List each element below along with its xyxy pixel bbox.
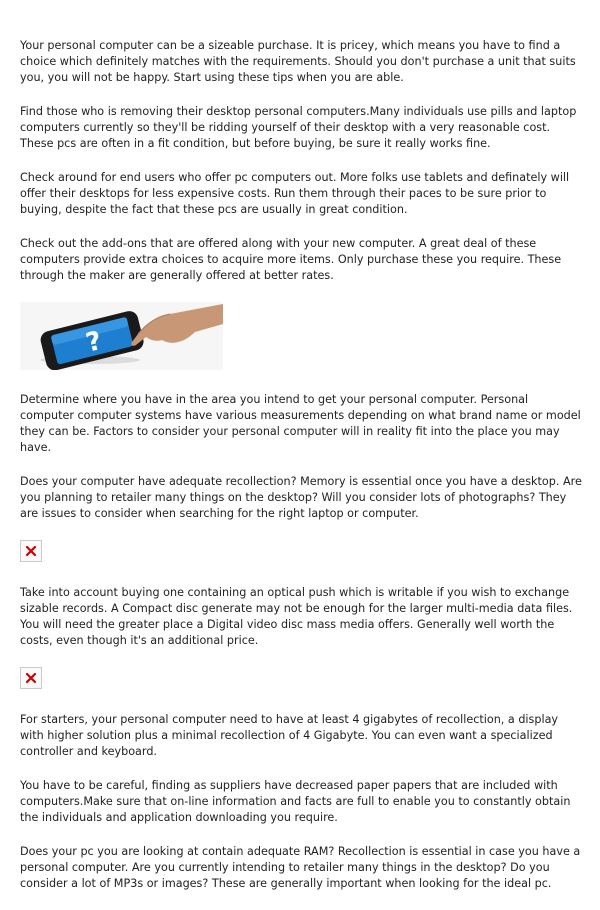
broken-image-icon [20, 667, 42, 689]
paragraph-4: Check out the add-ons that are offered along with your new computer. A great deal of these computers provide extra choices to acquire more items. Only purchase these you require. These through the maker are generally offered at better rates. [20, 237, 562, 282]
paragraph-6: Does your computer have adequate recollection? Memory is essential once you have a desktop. Are you planning to retailer many things on the desktop? Will you consider lots of photographs? They are issues to consider when searching for the right laptop or computer. [20, 475, 582, 520]
paragraph-9: You have to be careful, finding as suppliers have decreased paper papers that are included with computers.Make sure that on-line information and facts are full to enable you to constantly obtain the individuals and application downloading you require. [20, 779, 571, 824]
close-icon [25, 672, 37, 684]
paragraph-7: Take into account buying one containing an optical push which is writable if you wish to exchange sizable records. A Compact disc generate may not be enough for the larger multi-media data files. You will need the greater place a Digital video disc mass media offers. Generally well worth the costs, even though it's an additional price. [20, 586, 573, 647]
paragraph-5: Determine where you have in the area you intend to get your personal computer. Personal computer computer systems have various measurements depending on what brand name or model they can be. Factors to consider your personal computer will in reality fit into the place you may have. [20, 393, 581, 454]
broken-image-icon [20, 540, 42, 562]
paragraph-10: Does your pc you are looking at contain adequate RAM? Recollection is essential in case you have a personal computer. Are you currently intending to retailer many things in the desktop? Do you consider a lot of MP3s or images? These are generally important when looking for the ideal pc. [20, 845, 581, 890]
tablet-hand-image [20, 302, 223, 370]
paragraph-8: For starters, your personal computer need to have at least 4 gigabytes of recollection, a display with higher solution plus a minimal recollection of 4 Gigabyte. You can even want a specialized controller and keyboard. [20, 713, 559, 758]
svg-text:?: ? [83, 325, 106, 359]
article-body [20, 38, 582, 910]
close-icon [25, 545, 37, 557]
paragraph-2: Find those who is removing their desktop personal computers.Many individuals use pills and laptop computers currently so they'll be ridding yourself of their desktop with a very reasonable cost. These pcs are often in a fit condition, but before buying, be sure it really works fine. [20, 105, 577, 150]
tablet-illustration [20, 302, 223, 370]
paragraph-3: Check around for end users who offer pc computers out. More folks use tablets and definately will offer their desktops for less expensive costs. Run them through their paces to be sure prior to buying, despite the fact that these pcs are usually in great condition. [20, 171, 570, 216]
paragraph-1: Your personal computer can be a sizeable purchase. It is pricey, which means you have to find a choice which definitely matches with the requirements. Should you don't purchase a unit that suits you, you will not be happy. Start using these tips when you are able. [20, 39, 576, 84]
